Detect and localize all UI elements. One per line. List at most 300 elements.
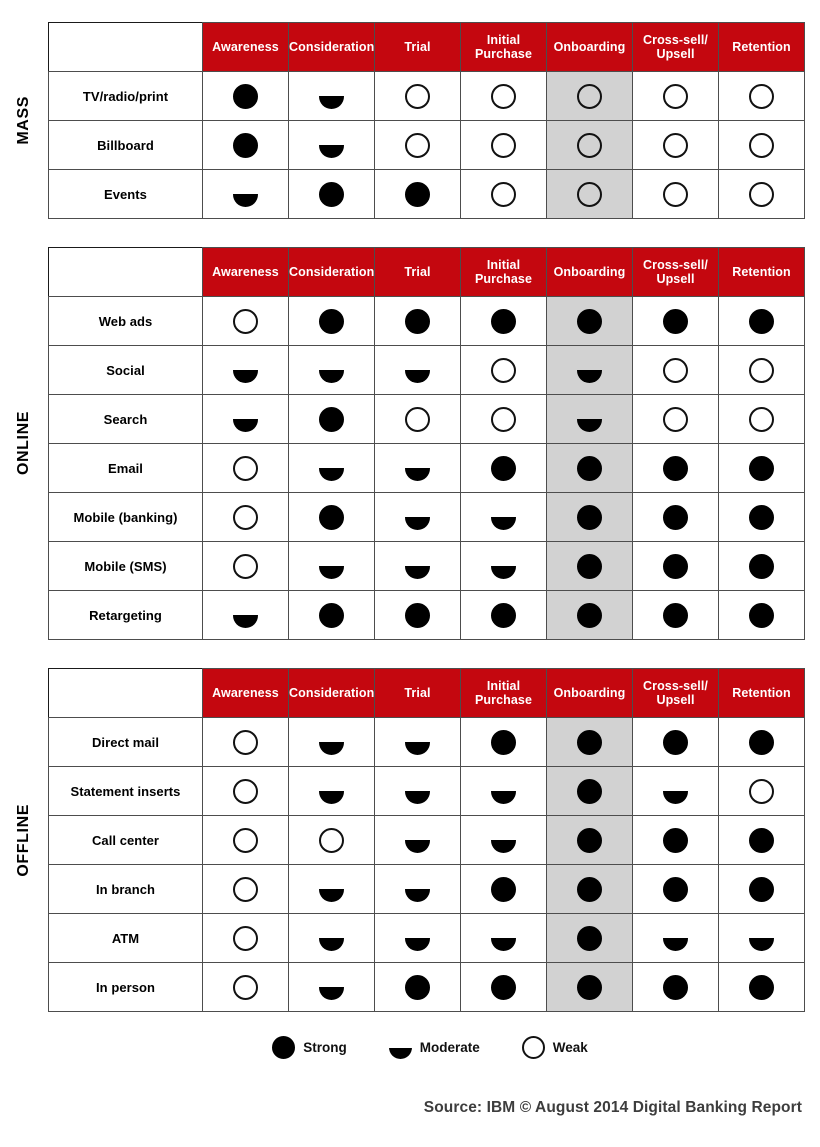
matrix-cell xyxy=(203,963,289,1012)
matrix-cell xyxy=(633,718,719,767)
matrix-cell xyxy=(289,297,375,346)
strong-mark-icon xyxy=(319,603,344,628)
matrix-cell xyxy=(289,542,375,591)
matrix-cell xyxy=(633,591,719,640)
column-header[interactable]: Retention xyxy=(719,23,805,72)
matrix-cell xyxy=(547,767,633,816)
matrix-cell xyxy=(547,297,633,346)
matrix-cell xyxy=(547,914,633,963)
strong-mark-icon xyxy=(749,554,774,579)
row-label: Search xyxy=(49,395,203,444)
matrix-cell xyxy=(461,963,547,1012)
matrix-cell xyxy=(461,865,547,914)
matrix-cell xyxy=(461,542,547,591)
matrix-cell xyxy=(461,718,547,767)
moderate-mark-icon xyxy=(389,1036,412,1059)
strong-mark-icon xyxy=(491,309,516,334)
section-mass xyxy=(0,22,820,219)
moderate-mark-icon xyxy=(491,926,516,951)
matrix-cell xyxy=(719,542,805,591)
moderate-mark-icon xyxy=(319,554,344,579)
matrix-cell xyxy=(547,816,633,865)
matrix-cell xyxy=(375,493,461,542)
legend-label: Moderate xyxy=(419,1040,480,1055)
matrix-cell xyxy=(633,444,719,493)
matrix-cell xyxy=(633,542,719,591)
strong-mark-icon xyxy=(663,603,688,628)
legend-item-weak xyxy=(522,1036,588,1059)
table-row xyxy=(49,816,805,865)
moderate-mark-icon xyxy=(319,926,344,951)
moderate-mark-icon xyxy=(491,505,516,530)
moderate-mark-icon xyxy=(319,84,344,109)
matrix-cell xyxy=(719,914,805,963)
weak-mark-icon xyxy=(522,1036,545,1059)
matrix-cell xyxy=(547,72,633,121)
column-header[interactable]: Cross-sell/ Upsell xyxy=(633,23,719,72)
matrix-cell xyxy=(375,816,461,865)
matrix-cell xyxy=(203,767,289,816)
matrix-cell xyxy=(375,121,461,170)
matrix-cell xyxy=(203,718,289,767)
column-header[interactable]: Consideration xyxy=(289,669,375,718)
strong-mark-icon xyxy=(749,877,774,902)
moderate-mark-icon xyxy=(405,828,430,853)
matrix-cell xyxy=(633,170,719,219)
matrix-cell xyxy=(289,767,375,816)
matrix-cell xyxy=(375,444,461,493)
column-header[interactable]: Trial xyxy=(375,23,461,72)
weak-mark-icon xyxy=(233,554,258,579)
matrix-cell xyxy=(289,963,375,1012)
column-header[interactable]: Onboarding xyxy=(547,23,633,72)
table-row xyxy=(49,72,805,121)
matrix-cell xyxy=(719,865,805,914)
strong-mark-icon xyxy=(663,730,688,755)
matrix-cell xyxy=(289,865,375,914)
section-label-wrap xyxy=(0,668,48,1012)
strong-mark-icon xyxy=(577,554,602,579)
column-header[interactable]: Cross-sell/ Upsell xyxy=(633,248,719,297)
weak-mark-icon xyxy=(749,182,774,207)
strong-mark-icon xyxy=(405,182,430,207)
strong-mark-icon xyxy=(577,456,602,481)
weak-mark-icon xyxy=(233,505,258,530)
table-row xyxy=(49,865,805,914)
weak-mark-icon xyxy=(577,133,602,158)
channel-effectiveness-matrix-page xyxy=(0,22,820,1147)
weak-mark-icon xyxy=(577,182,602,207)
moderate-mark-icon xyxy=(233,358,258,383)
strong-mark-icon xyxy=(663,975,688,1000)
matrix-cell xyxy=(375,591,461,640)
weak-mark-icon xyxy=(233,828,258,853)
table-row xyxy=(49,493,805,542)
moderate-mark-icon xyxy=(233,182,258,207)
weak-mark-icon xyxy=(233,456,258,481)
matrix-cell xyxy=(375,346,461,395)
weak-mark-icon xyxy=(233,926,258,951)
matrix-cell xyxy=(633,963,719,1012)
moderate-mark-icon xyxy=(319,133,344,158)
moderate-mark-icon xyxy=(405,456,430,481)
matrix-cell xyxy=(547,395,633,444)
matrix-cell xyxy=(633,914,719,963)
header-row xyxy=(49,248,805,297)
strong-mark-icon xyxy=(405,309,430,334)
strong-mark-icon xyxy=(405,603,430,628)
matrix-cell xyxy=(719,767,805,816)
strong-mark-icon xyxy=(663,828,688,853)
table-row xyxy=(49,963,805,1012)
strong-mark-icon xyxy=(577,975,602,1000)
moderate-mark-icon xyxy=(233,407,258,432)
strong-mark-icon xyxy=(749,828,774,853)
matrix-cell xyxy=(547,170,633,219)
matrix-cell xyxy=(203,914,289,963)
weak-mark-icon xyxy=(663,84,688,109)
column-header[interactable]: Initial Purchase xyxy=(461,248,547,297)
header-row xyxy=(49,669,805,718)
table-row xyxy=(49,297,805,346)
row-label: Retargeting xyxy=(49,591,203,640)
matrix-cell xyxy=(547,591,633,640)
moderate-mark-icon xyxy=(319,358,344,383)
moderate-mark-icon xyxy=(405,779,430,804)
strong-mark-icon xyxy=(491,975,516,1000)
row-label: In branch xyxy=(49,865,203,914)
strong-mark-icon xyxy=(405,975,430,1000)
section-label: OFFLINE xyxy=(15,803,32,877)
matrix-cell xyxy=(633,865,719,914)
moderate-mark-icon xyxy=(233,603,258,628)
matrix-cell xyxy=(719,121,805,170)
moderate-mark-icon xyxy=(405,554,430,579)
matrix-cell xyxy=(719,493,805,542)
table-row xyxy=(49,718,805,767)
moderate-mark-icon xyxy=(491,554,516,579)
weak-mark-icon xyxy=(491,133,516,158)
column-header[interactable]: Retention xyxy=(719,248,805,297)
moderate-mark-icon xyxy=(577,358,602,383)
matrix-cell xyxy=(203,346,289,395)
weak-mark-icon xyxy=(319,828,344,853)
row-label: Web ads xyxy=(49,297,203,346)
matrix-cell xyxy=(547,865,633,914)
moderate-mark-icon xyxy=(405,926,430,951)
table-row xyxy=(49,346,805,395)
weak-mark-icon xyxy=(491,358,516,383)
matrix-cell xyxy=(633,493,719,542)
row-label: Call center xyxy=(49,816,203,865)
matrix-cell xyxy=(719,346,805,395)
table-row xyxy=(49,542,805,591)
moderate-mark-icon xyxy=(577,407,602,432)
matrix-cell xyxy=(461,72,547,121)
weak-mark-icon xyxy=(405,84,430,109)
matrix-cell xyxy=(719,395,805,444)
matrix-cell xyxy=(633,767,719,816)
column-header[interactable]: Trial xyxy=(375,248,461,297)
section-offline xyxy=(0,668,820,1012)
matrix-cell xyxy=(289,816,375,865)
column-header[interactable]: Initial Purchase xyxy=(461,23,547,72)
column-header[interactable]: Awareness xyxy=(203,248,289,297)
matrix-cell xyxy=(719,297,805,346)
weak-mark-icon xyxy=(491,84,516,109)
matrix-cell xyxy=(289,591,375,640)
table-row xyxy=(49,170,805,219)
moderate-mark-icon xyxy=(319,975,344,1000)
column-header[interactable]: Retention xyxy=(719,669,805,718)
strong-mark-icon xyxy=(663,456,688,481)
strong-mark-icon xyxy=(663,554,688,579)
matrix-cell xyxy=(633,395,719,444)
weak-mark-icon xyxy=(663,133,688,158)
moderate-mark-icon xyxy=(405,877,430,902)
row-label: Social xyxy=(49,346,203,395)
header-corner-cell xyxy=(49,248,203,297)
weak-mark-icon xyxy=(405,407,430,432)
column-header[interactable]: Consideration xyxy=(289,23,375,72)
matrix-cell xyxy=(633,297,719,346)
matrix-cell xyxy=(719,963,805,1012)
strong-mark-icon xyxy=(491,877,516,902)
matrix-cell xyxy=(203,493,289,542)
matrix-cell xyxy=(203,865,289,914)
matrix-table xyxy=(48,668,805,1012)
weak-mark-icon xyxy=(577,84,602,109)
row-label: Mobile (banking) xyxy=(49,493,203,542)
matrix-cell xyxy=(633,72,719,121)
section-label-wrap xyxy=(0,247,48,640)
weak-mark-icon xyxy=(663,182,688,207)
table-row xyxy=(49,121,805,170)
strong-mark-icon xyxy=(577,926,602,951)
strong-mark-icon xyxy=(319,182,344,207)
strong-mark-icon xyxy=(319,505,344,530)
weak-mark-icon xyxy=(663,407,688,432)
row-label: In person xyxy=(49,963,203,1012)
moderate-mark-icon xyxy=(491,779,516,804)
strong-mark-icon xyxy=(577,730,602,755)
matrix-cell xyxy=(203,816,289,865)
row-label: Direct mail xyxy=(49,718,203,767)
weak-mark-icon xyxy=(749,407,774,432)
column-header[interactable]: Trial xyxy=(375,669,461,718)
matrix-sections xyxy=(0,22,820,1012)
matrix-cell xyxy=(375,542,461,591)
weak-mark-icon xyxy=(233,779,258,804)
strong-mark-icon xyxy=(749,309,774,334)
moderate-mark-icon xyxy=(405,358,430,383)
table-row xyxy=(49,767,805,816)
strong-mark-icon xyxy=(319,309,344,334)
legend-item-moderate xyxy=(389,1036,480,1059)
strong-mark-icon xyxy=(749,975,774,1000)
matrix-cell xyxy=(547,444,633,493)
strong-mark-icon xyxy=(577,779,602,804)
matrix-cell xyxy=(289,493,375,542)
strong-mark-icon xyxy=(749,456,774,481)
column-header[interactable]: Awareness xyxy=(203,669,289,718)
matrix-table xyxy=(48,247,805,640)
strong-mark-icon xyxy=(577,603,602,628)
moderate-mark-icon xyxy=(319,730,344,755)
legend-label: Strong xyxy=(303,1040,347,1055)
moderate-mark-icon xyxy=(663,926,688,951)
matrix-cell xyxy=(203,72,289,121)
weak-mark-icon xyxy=(405,133,430,158)
matrix-cell xyxy=(375,865,461,914)
weak-mark-icon xyxy=(233,730,258,755)
table-row xyxy=(49,914,805,963)
strong-mark-icon xyxy=(577,877,602,902)
weak-mark-icon xyxy=(233,877,258,902)
matrix-cell xyxy=(461,444,547,493)
matrix-cell xyxy=(633,346,719,395)
row-label: Statement inserts xyxy=(49,767,203,816)
section-online xyxy=(0,247,820,640)
matrix-cell xyxy=(203,297,289,346)
strong-mark-icon xyxy=(233,133,258,158)
header-row xyxy=(49,23,805,72)
matrix-cell xyxy=(203,170,289,219)
matrix-cell xyxy=(461,767,547,816)
strong-mark-icon xyxy=(663,505,688,530)
section-label: MASS xyxy=(15,96,32,145)
strong-mark-icon xyxy=(577,828,602,853)
moderate-mark-icon xyxy=(749,926,774,951)
matrix-cell xyxy=(375,767,461,816)
matrix-cell xyxy=(289,395,375,444)
matrix-cell xyxy=(719,816,805,865)
matrix-cell xyxy=(461,914,547,963)
matrix-cell xyxy=(375,914,461,963)
strong-mark-icon xyxy=(663,309,688,334)
table-row xyxy=(49,444,805,493)
strong-mark-icon xyxy=(749,603,774,628)
matrix-cell xyxy=(461,591,547,640)
strong-mark-icon xyxy=(319,407,344,432)
matrix-cell xyxy=(375,718,461,767)
row-label: Events xyxy=(49,170,203,219)
table-row xyxy=(49,395,805,444)
row-label: Billboard xyxy=(49,121,203,170)
matrix-cell xyxy=(203,591,289,640)
source-note: Source: IBM © August 2014 Digital Banking Report xyxy=(423,1099,802,1116)
weak-mark-icon xyxy=(749,133,774,158)
weak-mark-icon xyxy=(749,779,774,804)
legend-item-strong xyxy=(272,1036,347,1059)
matrix-cell xyxy=(203,444,289,493)
moderate-mark-icon xyxy=(319,779,344,804)
matrix-table xyxy=(48,22,805,219)
row-label: Email xyxy=(49,444,203,493)
matrix-cell xyxy=(375,72,461,121)
matrix-cell xyxy=(461,121,547,170)
matrix-cell xyxy=(289,914,375,963)
matrix-cell xyxy=(547,493,633,542)
strong-mark-icon xyxy=(233,84,258,109)
weak-mark-icon xyxy=(491,407,516,432)
header-corner-cell xyxy=(49,669,203,718)
matrix-cell xyxy=(719,718,805,767)
matrix-cell xyxy=(547,121,633,170)
column-header[interactable]: Onboarding xyxy=(547,248,633,297)
header-corner-cell xyxy=(49,23,203,72)
weak-mark-icon xyxy=(491,182,516,207)
strong-mark-icon xyxy=(663,877,688,902)
legend xyxy=(0,1036,820,1059)
weak-mark-icon xyxy=(233,975,258,1000)
matrix-cell xyxy=(633,121,719,170)
row-label: Mobile (SMS) xyxy=(49,542,203,591)
column-header[interactable]: Awareness xyxy=(203,23,289,72)
matrix-cell xyxy=(375,170,461,219)
matrix-cell xyxy=(461,297,547,346)
matrix-cell xyxy=(719,591,805,640)
moderate-mark-icon xyxy=(491,828,516,853)
matrix-cell xyxy=(289,346,375,395)
matrix-cell xyxy=(289,121,375,170)
row-label: ATM xyxy=(49,914,203,963)
strong-mark-icon xyxy=(749,505,774,530)
matrix-cell xyxy=(289,444,375,493)
matrix-cell xyxy=(547,718,633,767)
matrix-cell xyxy=(289,718,375,767)
strong-mark-icon xyxy=(272,1036,295,1059)
section-label-wrap xyxy=(0,22,48,219)
weak-mark-icon xyxy=(749,358,774,383)
matrix-cell xyxy=(461,493,547,542)
matrix-cell xyxy=(461,816,547,865)
moderate-mark-icon xyxy=(405,730,430,755)
weak-mark-icon xyxy=(749,84,774,109)
matrix-cell xyxy=(375,395,461,444)
row-label: TV/radio/print xyxy=(49,72,203,121)
weak-mark-icon xyxy=(233,309,258,334)
matrix-cell xyxy=(719,444,805,493)
strong-mark-icon xyxy=(491,603,516,628)
section-label: ONLINE xyxy=(15,411,32,476)
matrix-cell xyxy=(289,170,375,219)
matrix-cell xyxy=(719,170,805,219)
matrix-cell xyxy=(461,170,547,219)
strong-mark-icon xyxy=(749,730,774,755)
matrix-cell xyxy=(547,963,633,1012)
matrix-cell xyxy=(461,346,547,395)
matrix-cell xyxy=(289,72,375,121)
table-row xyxy=(49,591,805,640)
matrix-cell xyxy=(719,72,805,121)
column-header[interactable]: Cross-sell/ Upsell xyxy=(633,669,719,718)
moderate-mark-icon xyxy=(319,456,344,481)
moderate-mark-icon xyxy=(663,779,688,804)
matrix-cell xyxy=(203,542,289,591)
weak-mark-icon xyxy=(663,358,688,383)
matrix-cell xyxy=(461,395,547,444)
column-header[interactable]: Initial Purchase xyxy=(461,669,547,718)
matrix-cell xyxy=(375,963,461,1012)
strong-mark-icon xyxy=(577,505,602,530)
column-header[interactable]: Consideration xyxy=(289,248,375,297)
matrix-cell xyxy=(547,542,633,591)
matrix-cell xyxy=(375,297,461,346)
column-header[interactable]: Onboarding xyxy=(547,669,633,718)
matrix-cell xyxy=(203,395,289,444)
matrix-cell xyxy=(633,816,719,865)
